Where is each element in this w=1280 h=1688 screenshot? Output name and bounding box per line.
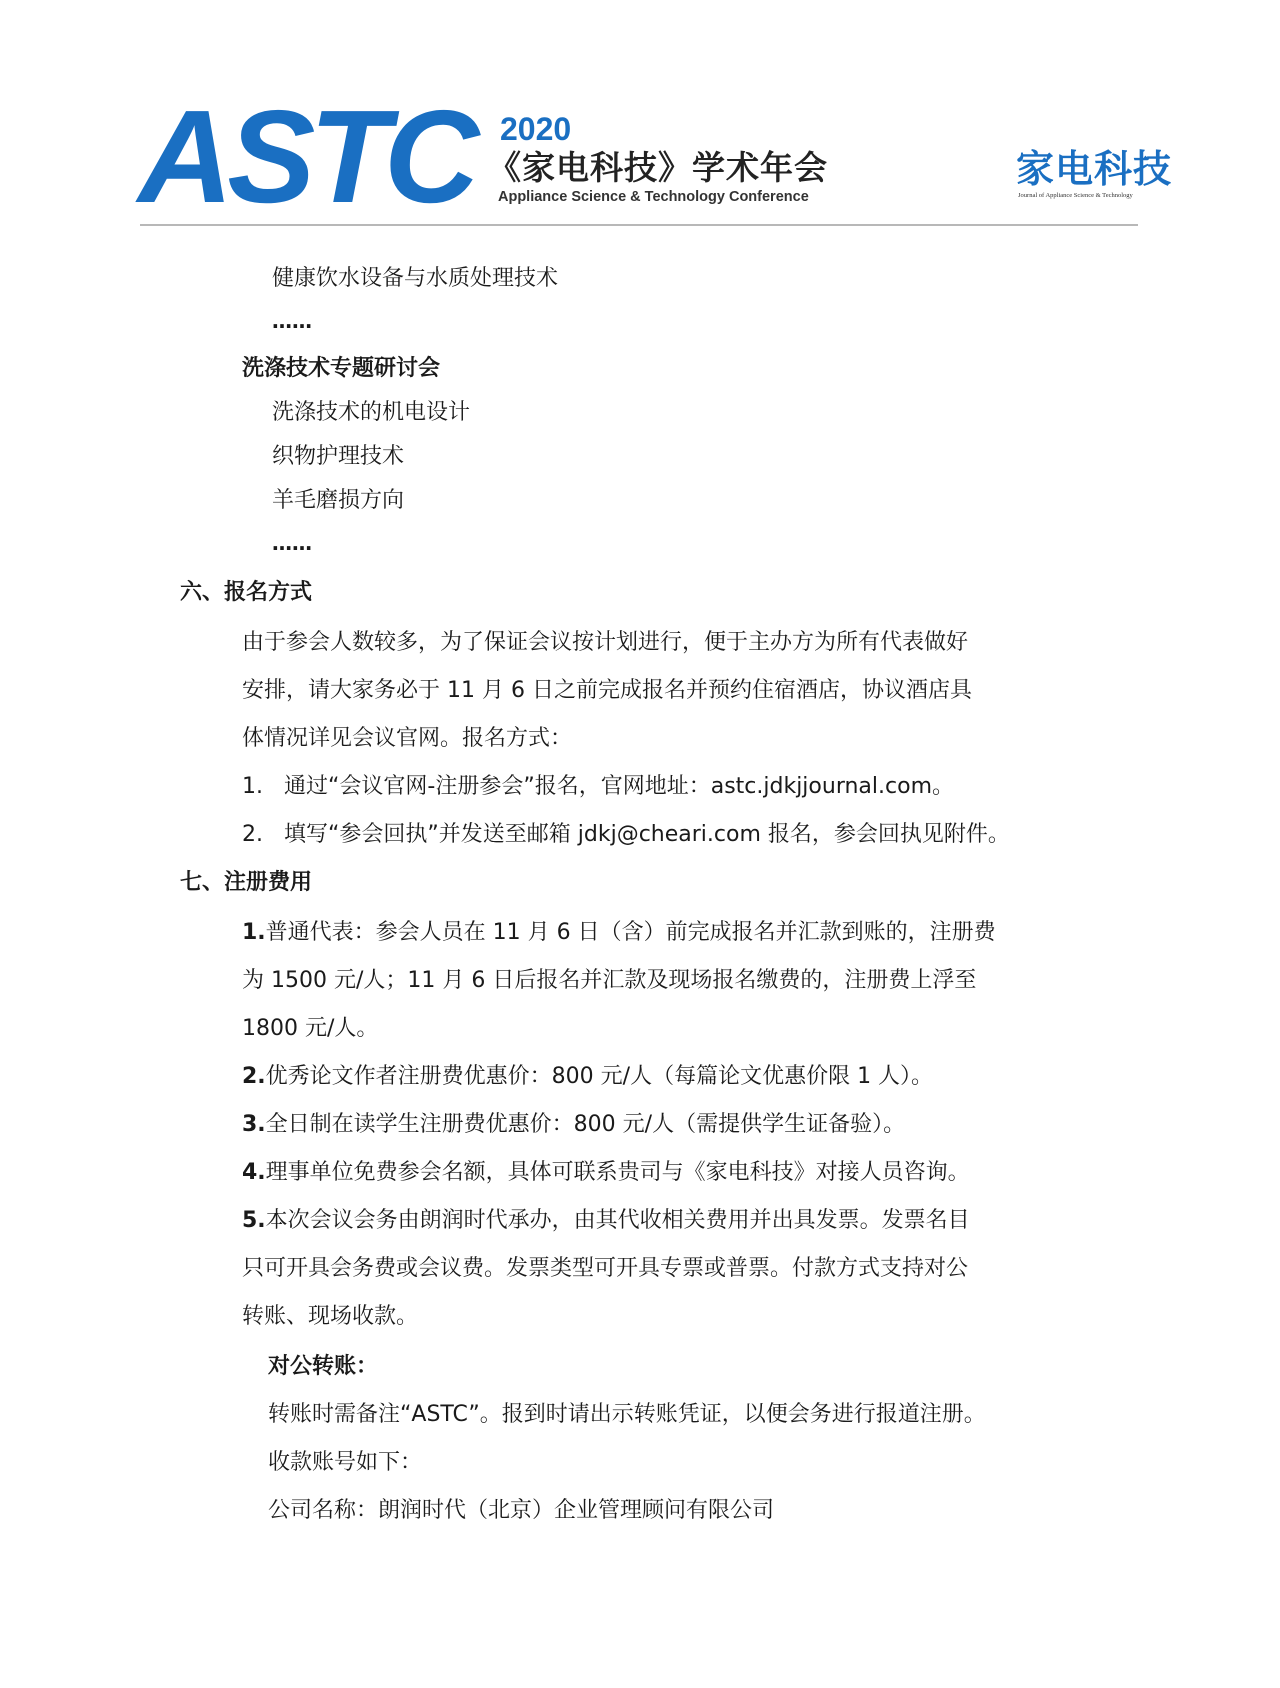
conference-subtitle: Appliance Science & Technology Conference xyxy=(498,189,809,205)
paragraph-line: 体情况详见会议官网。报名方式： xyxy=(242,726,573,751)
list-item xyxy=(242,1158,970,1188)
ellipsis: …… xyxy=(272,309,312,333)
list-number: 1. xyxy=(242,774,263,799)
header-divider xyxy=(140,224,1138,226)
conference-year: 2020 xyxy=(500,111,572,147)
topic-item: 健康饮水设备与水质处理技术 xyxy=(272,266,559,291)
page-header xyxy=(0,0,1280,240)
list-number: 4. xyxy=(242,1160,266,1185)
list-text: 理事单位免费参会名额，具体可联系贵司与《家电科技》对接人员咨询。 xyxy=(265,1160,970,1185)
section-heading: 七、注册费用 xyxy=(180,870,313,895)
list-text: 本次会议会务由朗润时代承办，由其代收相关费用并出具发票。发票名目 xyxy=(265,1208,970,1233)
list-number: 1. xyxy=(242,920,266,945)
paragraph-line: 由于参会人数较多，为了保证会议按计划进行，便于主办方为所有代表做好 xyxy=(242,630,969,655)
conference-title: 《家电科技》学术年会 xyxy=(488,148,828,187)
list-text: 普通代表：参会人员在 11 月 6 日（含）前完成报名并汇款到账的，注册费 xyxy=(265,920,996,945)
journal-subtitle: Journal of Appliance Science & Technology xyxy=(1018,192,1133,199)
paragraph-line: 收款账号如下： xyxy=(268,1450,423,1475)
subsection-title: 洗涤技术专题研讨会 xyxy=(242,356,441,381)
list-item xyxy=(242,1062,933,1092)
ellipsis: …… xyxy=(272,531,312,555)
list-item xyxy=(242,772,954,802)
paragraph-line: 安排，请大家务必于 11 月 6 日之前完成报名并预约住宿酒店，协议酒店具 xyxy=(242,678,972,703)
journal-logo: 家电科技 xyxy=(1016,147,1173,191)
topic-item: 羊毛磨损方向 xyxy=(272,488,405,513)
list-text: 优秀论文作者注册费优惠价：800 元/人（每篇论文优惠价限 1 人）。 xyxy=(265,1064,934,1089)
topic-item: 织物护理技术 xyxy=(272,444,405,469)
list-item xyxy=(242,820,1010,850)
list-item xyxy=(242,918,996,948)
paragraph-line: 只可开具会务费或会议费。发票类型可开具专票或普票。付款方式支持对公 xyxy=(242,1256,969,1281)
section-heading: 六、报名方式 xyxy=(180,580,313,605)
paragraph-line: 转账时需备注“ASTC”。报到时请出示转账凭证，以便会务进行报道注册。 xyxy=(268,1402,986,1427)
paragraph-line: 公司名称：朗润时代（北京）企业管理顾问有限公司 xyxy=(268,1498,775,1523)
list-number: 2. xyxy=(242,1064,266,1089)
list-text: 通过“会议官网-注册参会”报名，官网地址：astc.jdkjjournal.com。 xyxy=(283,774,954,799)
list-item xyxy=(242,1110,905,1140)
list-number: 2. xyxy=(242,822,263,847)
list-text: 全日制在读学生注册费优惠价：800 元/人（需提供学生证备验）。 xyxy=(265,1112,906,1137)
list-number: 5. xyxy=(242,1208,266,1233)
list-number: 3. xyxy=(242,1112,266,1137)
paragraph-line: 1800 元/人。 xyxy=(242,1016,379,1041)
topic-item: 洗涤技术的机电设计 xyxy=(272,400,471,425)
astc-logo: ASTC xyxy=(138,83,474,230)
subsection-title: 对公转账： xyxy=(268,1354,379,1379)
paragraph-line: 转账、现场收款。 xyxy=(242,1304,419,1329)
list-item xyxy=(242,1206,970,1236)
paragraph-line: 为 1500 元/人；11 月 6 日后报名并汇款及现场报名缴费的，注册费上浮至 xyxy=(242,968,977,993)
list-text: 填写“参会回执”并发送至邮箱 jdkj@cheari.com 报名，参会回执见附件。 xyxy=(283,822,1010,847)
